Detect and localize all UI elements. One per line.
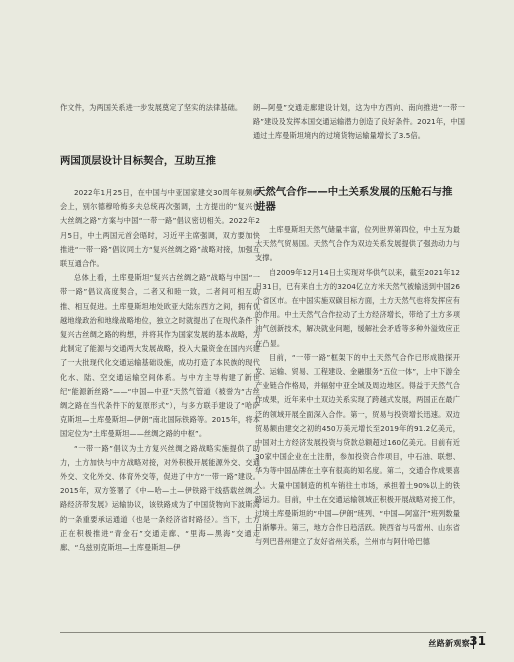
section-heading-top-design: 两国顶层设计目标契合，互助互推 [60,155,216,167]
right-lead-paragraph [253,101,465,144]
paragraph: 自2009年12月14日土实现对华供气以来，截至2021年12月31日，已有来自土方的3204亿立方米天然气被输送到中国26个省区市。在中国实施双碳目标方面，土方天然气也将发挥应有的作用。中土天然气合作拉动了土方经济增长，带给了土方多项油气创新技术，解决就业问题，缓解社会矛盾等多种外溢效应正在凸显。 [255,267,460,348]
right-column-body [255,223,460,550]
left-lead-paragraph [60,101,260,115]
section-heading-natural-gas: 天然气合作——中土关系发展的压舱石与推进器 [255,186,453,213]
footer-divider [60,632,486,633]
paragraph: 土库曼斯坦天然气储量丰富，位列世界第四位，中土互为最大天然气贸易国。天然气合作为双边关系发展提供了强劲动力与支撑。 [255,225,460,263]
paragraph: 2022年1月25日，在中国与中亚国家建交30周年视频峰会上，别尔德穆哈梅多夫总统再次强调，土方提出的“复兴伟大丝绸之路”方案与中国“一带一路”倡议密切相关。2022年2月5日，中土两国元首会晤时，习近平主席强调，双方要加快推进“一带一路”倡议同土方“复兴丝绸之路”战略对接，加强互联互通合作。 [60,188,260,269]
paragraph: “一带一路”倡议为土方复兴丝绸之路战略实施提供了助力，土方加快与中方战略对接，对外积极开展能源外交、交通外交、文化外交、体育外交等，促进了中方“一带一路”建设。2015年，双方签署了《中—哈—土—伊铁路干线搭载丝绸之路经济带发展》运输协议，该铁路成为了中国货物向下波斯湾的一条重要承运通道（也是一条经济省时路径）。当下，土方正在积极推进“青金石”交通走廊、“里海—黑海”交通走廊、“乌兹别克斯坦—土库曼斯坦—伊 [60,443,260,553]
footer-section-label: 丝路新观察 [428,639,470,648]
page-number: 31 [469,634,486,648]
right-lead-text: 朗—阿曼”交通走廊建设计划，这为中方西向、南向推进“一带一路”建设及发挥本国交通运输潜力创造了良好条件。2021年，中国通过土库曼斯坦境内的过境货物运输量增长了3.5倍。 [253,103,465,141]
left-column-body [60,186,260,555]
left-lead-text: 作文件，为两国关系进一步发展奠定了坚实的法律基础。 [60,103,243,112]
paragraph: 目前，“一带一路”框架下的中土天然气合作已形成勘探开发、运输、贸易、工程建设、金融服务“五位一体”，上中下游全产业链合作格局，并辐射中亚全域及周边地区。得益于天然气合作成果，近年来中土双边关系实现了跨越式发展，两国正在最广泛的领域开展全面深入合作。第一，贸易与投资增长迅速。双边贸易额由建交之初的450万美元增长至2019年的91.2亿美元，中国对土方经济发展投资与贷款总额超过160亿美元。目前有近30家中国企业在土注册，参加投资合作项目，中石油、联想、华为等中国品牌在土享有很高的知名度。第二，交通合作成果喜人。大量中国制造的机车销往土市场，承担着土90%以上的铁路运力。目前，中土在交通运输领域正积极开展战略对接工作，过境土库曼斯坦的“中国—伊朗”班列、“中国—阿富汗”班列数量日渐攀升。第三，地方合作日趋活跃。陕西省与马雷州、山东省与列巴普州建立了友好省州关系，兰州市与阿什哈巴德 [255,352,460,547]
paragraph: 总体上看，土库曼斯坦“复兴古丝绸之路”战略与中国“一带一路”倡议高度契合，二者又和睦一致，二者间可相互助推、相互促进。土库曼斯坦地处欧亚大陆东西方之间，拥有优越地缘政治和地缘战略地位，独立之时就提出了在现代条件下复兴古丝绸之路的构想，并将其作为国家发展的基本战略，为此制定了能源与交通两大发展战略，投入大量资金在国内兴建了一大批现代化交通运输基础设施，成功打造了本民族的现代化水、陆、空交通运输空间体系。与中方主导构建了新世纪“能源新丝路”——“中国—中亚”天然气管道（被誉为“古丝绸之路在当代条件下的复原形式”），与多方联手建设了“哈萨克斯坦—土库曼斯坦—伊朗”南北国际铁路等。2015年，将本国定位为“土库曼斯坦——丝绸之路的中枢”。 [60,273,260,439]
